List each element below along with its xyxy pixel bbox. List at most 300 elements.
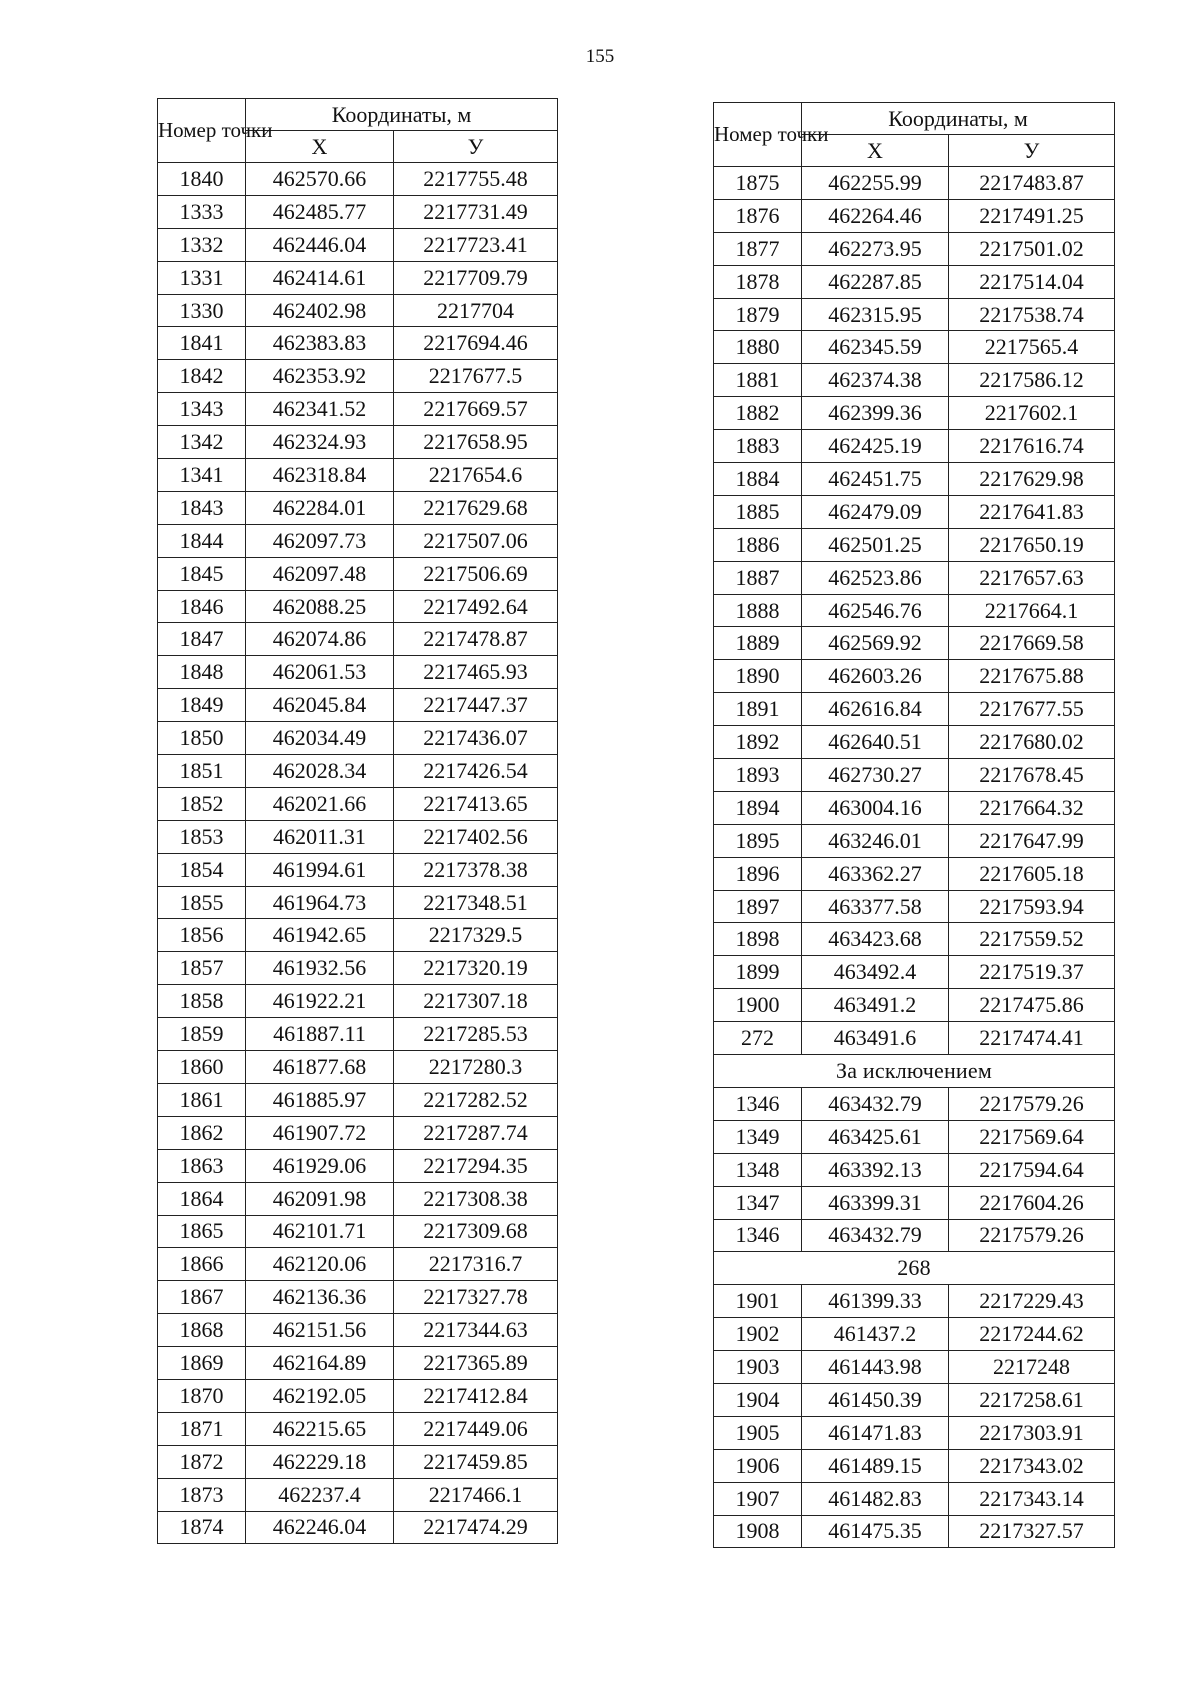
y-coordinate-cell: 2217629.98 (949, 463, 1115, 496)
x-coordinate-cell: 462425.19 (802, 430, 949, 463)
x-coordinate-cell: 463377.58 (802, 890, 949, 923)
y-coordinate-cell: 2217244.62 (949, 1318, 1115, 1351)
table-row (158, 590, 558, 623)
table-row (714, 857, 1115, 890)
x-coordinate-cell: 462215.65 (246, 1412, 394, 1445)
point-number-cell: 1865 (158, 1215, 246, 1248)
y-coordinate-cell: 2217492.64 (394, 590, 558, 623)
point-number-cell: 1902 (714, 1318, 802, 1351)
y-coordinate-cell: 2217465.93 (394, 656, 558, 689)
point-number-cell: 1858 (158, 985, 246, 1018)
table-row (158, 195, 558, 228)
x-coordinate-cell: 461907.72 (246, 1116, 394, 1149)
point-number-cell: 1853 (158, 820, 246, 853)
x-coordinate-cell: 462246.04 (246, 1511, 394, 1544)
y-coordinate-cell: 2217677.5 (394, 360, 558, 393)
x-coordinate-cell: 462616.84 (802, 693, 949, 726)
table-row (714, 561, 1115, 594)
table-row (714, 199, 1115, 232)
point-number-cell: 1876 (714, 199, 802, 232)
y-coordinate-cell: 2217327.78 (394, 1281, 558, 1314)
table-row (158, 524, 558, 557)
table-row (158, 656, 558, 689)
x-coordinate-cell: 461450.39 (802, 1383, 949, 1416)
table-row (158, 1248, 558, 1281)
x-coordinate-cell: 462324.93 (246, 426, 394, 459)
point-number-cell: 1872 (158, 1445, 246, 1478)
table-row (158, 459, 558, 492)
y-coordinate-cell: 2217491.25 (949, 199, 1115, 232)
table-row (158, 1083, 558, 1116)
x-coordinate-cell: 461929.06 (246, 1149, 394, 1182)
section-label: 268 (714, 1252, 1115, 1285)
point-number-cell: 1867 (158, 1281, 246, 1314)
y-coordinate-cell: 2217664.1 (949, 594, 1115, 627)
x-coordinate-cell: 463432.79 (802, 1087, 949, 1120)
point-number-cell: 1864 (158, 1182, 246, 1215)
x-coordinate-cell: 462164.89 (246, 1347, 394, 1380)
x-coordinate-cell: 462229.18 (246, 1445, 394, 1478)
point-number-cell: 1851 (158, 755, 246, 788)
x-coordinate-cell: 462101.71 (246, 1215, 394, 1248)
table-row (158, 623, 558, 656)
header-x: Х (246, 131, 394, 163)
table-row (714, 1515, 1115, 1548)
point-number-cell: 1331 (158, 261, 246, 294)
x-coordinate-cell: 462120.06 (246, 1248, 394, 1281)
x-coordinate-cell: 462028.34 (246, 755, 394, 788)
table-row (714, 693, 1115, 726)
point-number-cell: 1901 (714, 1285, 802, 1318)
x-coordinate-cell: 462353.92 (246, 360, 394, 393)
x-coordinate-cell: 462151.56 (246, 1314, 394, 1347)
x-coordinate-cell: 462136.36 (246, 1281, 394, 1314)
point-number-cell: 1871 (158, 1412, 246, 1445)
table-row (714, 594, 1115, 627)
x-coordinate-cell: 463362.27 (802, 857, 949, 890)
point-number-cell: 1846 (158, 590, 246, 623)
table-row (158, 952, 558, 985)
y-coordinate-cell: 2217248 (949, 1351, 1115, 1384)
point-number-cell: 1849 (158, 689, 246, 722)
point-number-cell: 1863 (158, 1149, 246, 1182)
y-coordinate-cell: 2217447.37 (394, 689, 558, 722)
x-coordinate-cell: 462402.98 (246, 294, 394, 327)
point-number-cell: 1874 (158, 1511, 246, 1544)
table-row (714, 726, 1115, 759)
x-coordinate-cell: 462284.01 (246, 491, 394, 524)
table-row (714, 956, 1115, 989)
y-coordinate-cell: 2217285.53 (394, 1018, 558, 1051)
table-row (714, 1449, 1115, 1482)
point-number-cell: 1862 (158, 1116, 246, 1149)
y-coordinate-cell: 2217303.91 (949, 1416, 1115, 1449)
y-coordinate-cell: 2217664.32 (949, 791, 1115, 824)
point-number-cell: 1877 (714, 232, 802, 265)
y-coordinate-cell: 2217569.64 (949, 1120, 1115, 1153)
x-coordinate-cell: 463492.4 (802, 956, 949, 989)
header-x: Х (802, 135, 949, 167)
x-coordinate-cell: 461887.11 (246, 1018, 394, 1051)
x-coordinate-cell: 462318.84 (246, 459, 394, 492)
point-number-cell: 1873 (158, 1478, 246, 1511)
table-row (158, 228, 558, 261)
point-number-cell: 1855 (158, 886, 246, 919)
point-number-cell: 1895 (714, 824, 802, 857)
y-coordinate-cell: 2217654.6 (394, 459, 558, 492)
x-coordinate-cell: 462097.48 (246, 557, 394, 590)
table-row (714, 759, 1115, 792)
y-coordinate-cell: 2217365.89 (394, 1347, 558, 1380)
table-row (158, 1018, 558, 1051)
table-row (714, 1383, 1115, 1416)
y-coordinate-cell: 2217474.41 (949, 1022, 1115, 1055)
table-row (714, 923, 1115, 956)
y-coordinate-cell: 2217650.19 (949, 528, 1115, 561)
section-row (714, 1055, 1115, 1088)
y-coordinate-cell: 2217709.79 (394, 261, 558, 294)
y-coordinate-cell: 2217616.74 (949, 430, 1115, 463)
y-coordinate-cell: 2217348.51 (394, 886, 558, 919)
x-coordinate-cell: 461482.83 (802, 1482, 949, 1515)
table-row (714, 528, 1115, 561)
y-coordinate-cell: 2217586.12 (949, 364, 1115, 397)
y-coordinate-cell: 2217459.85 (394, 1445, 558, 1478)
point-number-cell: 1847 (158, 623, 246, 656)
x-coordinate-cell: 462603.26 (802, 660, 949, 693)
point-number-cell: 1893 (714, 759, 802, 792)
point-number-cell: 1850 (158, 722, 246, 755)
point-number-cell: 1845 (158, 557, 246, 590)
table-row (714, 364, 1115, 397)
y-coordinate-cell: 2217723.41 (394, 228, 558, 261)
header-coordinates: Координаты, м (802, 103, 1115, 135)
x-coordinate-cell: 462345.59 (802, 331, 949, 364)
y-coordinate-cell: 2217538.74 (949, 298, 1115, 331)
x-coordinate-cell: 462546.76 (802, 594, 949, 627)
table-row (158, 261, 558, 294)
section-row (714, 1252, 1115, 1285)
table-row (158, 1051, 558, 1084)
point-number-cell: 1349 (714, 1120, 802, 1153)
x-coordinate-cell: 461399.33 (802, 1285, 949, 1318)
x-coordinate-cell: 463491.2 (802, 989, 949, 1022)
x-coordinate-cell: 462730.27 (802, 759, 949, 792)
y-coordinate-cell: 2217658.95 (394, 426, 558, 459)
table-row (714, 331, 1115, 364)
x-coordinate-cell: 461932.56 (246, 952, 394, 985)
x-coordinate-cell: 462011.31 (246, 820, 394, 853)
point-number-cell: 1868 (158, 1314, 246, 1347)
y-coordinate-cell: 2217506.69 (394, 557, 558, 590)
y-coordinate-cell: 2217501.02 (949, 232, 1115, 265)
header-point-number: Номер точки (714, 103, 802, 167)
table-row (714, 463, 1115, 496)
y-coordinate-cell: 2217320.19 (394, 952, 558, 985)
y-coordinate-cell: 2217258.61 (949, 1383, 1115, 1416)
point-number-cell: 1883 (714, 430, 802, 463)
x-coordinate-cell: 461443.98 (802, 1351, 949, 1384)
x-coordinate-cell: 461471.83 (802, 1416, 949, 1449)
table-row (158, 1412, 558, 1445)
table-row (714, 1285, 1115, 1318)
point-number-cell: 1848 (158, 656, 246, 689)
y-coordinate-cell: 2217307.18 (394, 985, 558, 1018)
header-point-number: Номер точки (158, 99, 246, 163)
x-coordinate-cell: 463432.79 (802, 1219, 949, 1252)
table-row (714, 298, 1115, 331)
table-row (158, 886, 558, 919)
x-coordinate-cell: 462523.86 (802, 561, 949, 594)
header-y: У (394, 131, 558, 163)
point-number-cell: 1891 (714, 693, 802, 726)
point-number-cell: 1856 (158, 919, 246, 952)
x-coordinate-cell: 462061.53 (246, 656, 394, 689)
y-coordinate-cell: 2217329.5 (394, 919, 558, 952)
table-row (714, 1087, 1115, 1120)
point-number-cell: 1870 (158, 1379, 246, 1412)
table-row (158, 853, 558, 886)
y-coordinate-cell: 2217402.56 (394, 820, 558, 853)
coordinates-table-right (713, 102, 1115, 1548)
y-coordinate-cell: 2217694.46 (394, 327, 558, 360)
table-row (158, 557, 558, 590)
y-coordinate-cell: 2217579.26 (949, 1087, 1115, 1120)
table-row (158, 1379, 558, 1412)
y-coordinate-cell: 2217657.63 (949, 561, 1115, 594)
y-coordinate-cell: 2217474.29 (394, 1511, 558, 1544)
x-coordinate-cell: 463423.68 (802, 923, 949, 956)
y-coordinate-cell: 2217731.49 (394, 195, 558, 228)
x-coordinate-cell: 462451.75 (802, 463, 949, 496)
y-coordinate-cell: 2217559.52 (949, 923, 1115, 956)
point-number-cell: 1844 (158, 524, 246, 557)
point-number-cell: 272 (714, 1022, 802, 1055)
table-row (158, 787, 558, 820)
point-number-cell: 1885 (714, 495, 802, 528)
point-number-cell: 1906 (714, 1449, 802, 1482)
y-coordinate-cell: 2217641.83 (949, 495, 1115, 528)
point-number-cell: 1854 (158, 853, 246, 886)
y-coordinate-cell: 2217344.63 (394, 1314, 558, 1347)
table-row (714, 1318, 1115, 1351)
x-coordinate-cell: 462074.86 (246, 623, 394, 656)
point-number-cell: 1842 (158, 360, 246, 393)
x-coordinate-cell: 461922.21 (246, 985, 394, 1018)
x-coordinate-cell: 462399.36 (802, 397, 949, 430)
table-row (714, 397, 1115, 430)
point-number-cell: 1859 (158, 1018, 246, 1051)
y-coordinate-cell: 2217413.65 (394, 787, 558, 820)
point-number-cell: 1898 (714, 923, 802, 956)
x-coordinate-cell: 461437.2 (802, 1318, 949, 1351)
x-coordinate-cell: 462570.66 (246, 163, 394, 196)
y-coordinate-cell: 2217343.02 (949, 1449, 1115, 1482)
x-coordinate-cell: 462255.99 (802, 167, 949, 200)
table-row (158, 1478, 558, 1511)
table-row (714, 989, 1115, 1022)
y-coordinate-cell: 2217593.94 (949, 890, 1115, 923)
y-coordinate-cell: 2217287.74 (394, 1116, 558, 1149)
x-coordinate-cell: 462374.38 (802, 364, 949, 397)
point-number-cell: 1887 (714, 561, 802, 594)
y-coordinate-cell: 2217449.06 (394, 1412, 558, 1445)
y-coordinate-cell: 2217436.07 (394, 722, 558, 755)
point-number-cell: 1884 (714, 463, 802, 496)
table-row (714, 660, 1115, 693)
table-row (158, 1281, 558, 1314)
table-row (714, 265, 1115, 298)
table-row (158, 327, 558, 360)
table-body-right (714, 167, 1115, 1548)
point-number-cell: 1905 (714, 1416, 802, 1449)
point-number-cell: 1332 (158, 228, 246, 261)
table-row (158, 919, 558, 952)
point-number-cell: 1341 (158, 459, 246, 492)
x-coordinate-cell: 463004.16 (802, 791, 949, 824)
x-coordinate-cell: 461964.73 (246, 886, 394, 919)
point-number-cell: 1890 (714, 660, 802, 693)
point-number-cell: 1343 (158, 393, 246, 426)
point-number-cell: 1904 (714, 1383, 802, 1416)
x-coordinate-cell: 461475.35 (802, 1515, 949, 1548)
header-y: У (949, 135, 1115, 167)
x-coordinate-cell: 462091.98 (246, 1182, 394, 1215)
point-number-cell: 1899 (714, 956, 802, 989)
table-row (158, 426, 558, 459)
point-number-cell: 1347 (714, 1186, 802, 1219)
x-coordinate-cell: 462287.85 (802, 265, 949, 298)
table-row (158, 1149, 558, 1182)
y-coordinate-cell: 2217579.26 (949, 1219, 1115, 1252)
y-coordinate-cell: 2217343.14 (949, 1482, 1115, 1515)
y-coordinate-cell: 2217602.1 (949, 397, 1115, 430)
point-number-cell: 1346 (714, 1087, 802, 1120)
point-number-cell: 1903 (714, 1351, 802, 1384)
point-number-cell: 1875 (714, 167, 802, 200)
table-row (158, 1215, 558, 1248)
y-coordinate-cell: 2217478.87 (394, 623, 558, 656)
point-number-cell: 1866 (158, 1248, 246, 1281)
x-coordinate-cell: 463246.01 (802, 824, 949, 857)
table-row (158, 1116, 558, 1149)
table-row (714, 1186, 1115, 1219)
y-coordinate-cell: 2217514.04 (949, 265, 1115, 298)
y-coordinate-cell: 2217629.68 (394, 491, 558, 524)
x-coordinate-cell: 462097.73 (246, 524, 394, 557)
table-row (714, 1022, 1115, 1055)
table-row (714, 232, 1115, 265)
y-coordinate-cell: 2217647.99 (949, 824, 1115, 857)
x-coordinate-cell: 463399.31 (802, 1186, 949, 1219)
y-coordinate-cell: 2217316.7 (394, 1248, 558, 1281)
point-number-cell: 1342 (158, 426, 246, 459)
y-coordinate-cell: 2217466.1 (394, 1478, 558, 1511)
point-number-cell: 1897 (714, 890, 802, 923)
x-coordinate-cell: 461994.61 (246, 853, 394, 886)
header-coordinates: Координаты, м (246, 99, 558, 131)
y-coordinate-cell: 2217483.87 (949, 167, 1115, 200)
y-coordinate-cell: 2217669.58 (949, 627, 1115, 660)
point-number-cell: 1881 (714, 364, 802, 397)
table-row (714, 495, 1115, 528)
table-row (714, 1153, 1115, 1186)
y-coordinate-cell: 2217680.02 (949, 726, 1115, 759)
point-number-cell: 1888 (714, 594, 802, 627)
page-number: 155 (585, 46, 615, 67)
point-number-cell: 1346 (714, 1219, 802, 1252)
y-coordinate-cell: 2217565.4 (949, 331, 1115, 364)
x-coordinate-cell: 462341.52 (246, 393, 394, 426)
table-row (158, 491, 558, 524)
x-coordinate-cell: 462485.77 (246, 195, 394, 228)
x-coordinate-cell: 463425.61 (802, 1120, 949, 1153)
table-row (158, 393, 558, 426)
point-number-cell: 1886 (714, 528, 802, 561)
table-body-left (158, 163, 558, 1544)
point-number-cell: 1348 (714, 1153, 802, 1186)
y-coordinate-cell: 2217294.35 (394, 1149, 558, 1182)
x-coordinate-cell: 463491.6 (802, 1022, 949, 1055)
table-header-row (158, 99, 558, 131)
y-coordinate-cell: 2217507.06 (394, 524, 558, 557)
table-row (158, 722, 558, 755)
x-coordinate-cell: 462501.25 (802, 528, 949, 561)
y-coordinate-cell: 2217704 (394, 294, 558, 327)
y-coordinate-cell: 2217678.45 (949, 759, 1115, 792)
point-number-cell: 1841 (158, 327, 246, 360)
x-coordinate-cell: 462479.09 (802, 495, 949, 528)
point-number-cell: 1330 (158, 294, 246, 327)
table-row (714, 824, 1115, 857)
table-row (714, 1416, 1115, 1449)
x-coordinate-cell: 461877.68 (246, 1051, 394, 1084)
x-coordinate-cell: 462237.4 (246, 1478, 394, 1511)
point-number-cell: 1882 (714, 397, 802, 430)
x-coordinate-cell: 461489.15 (802, 1449, 949, 1482)
table-row (158, 1445, 558, 1478)
point-number-cell: 1889 (714, 627, 802, 660)
y-coordinate-cell: 2217282.52 (394, 1083, 558, 1116)
x-coordinate-cell: 462034.49 (246, 722, 394, 755)
y-coordinate-cell: 2217755.48 (394, 163, 558, 196)
table-row (158, 1511, 558, 1544)
table-row (158, 294, 558, 327)
x-coordinate-cell: 462045.84 (246, 689, 394, 722)
table-row (158, 755, 558, 788)
table-header-row (714, 103, 1115, 135)
y-coordinate-cell: 2217605.18 (949, 857, 1115, 890)
point-number-cell: 1843 (158, 491, 246, 524)
point-number-cell: 1878 (714, 265, 802, 298)
y-coordinate-cell: 2217327.57 (949, 1515, 1115, 1548)
y-coordinate-cell: 2217426.54 (394, 755, 558, 788)
x-coordinate-cell: 462446.04 (246, 228, 394, 261)
point-number-cell: 1879 (714, 298, 802, 331)
point-number-cell: 1908 (714, 1515, 802, 1548)
y-coordinate-cell: 2217519.37 (949, 956, 1115, 989)
y-coordinate-cell: 2217229.43 (949, 1285, 1115, 1318)
y-coordinate-cell: 2217604.26 (949, 1186, 1115, 1219)
y-coordinate-cell: 2217308.38 (394, 1182, 558, 1215)
x-coordinate-cell: 462315.95 (802, 298, 949, 331)
point-number-cell: 1896 (714, 857, 802, 890)
x-coordinate-cell: 463392.13 (802, 1153, 949, 1186)
table-row (158, 1314, 558, 1347)
x-coordinate-cell: 462021.66 (246, 787, 394, 820)
point-number-cell: 1860 (158, 1051, 246, 1084)
y-coordinate-cell: 2217475.86 (949, 989, 1115, 1022)
